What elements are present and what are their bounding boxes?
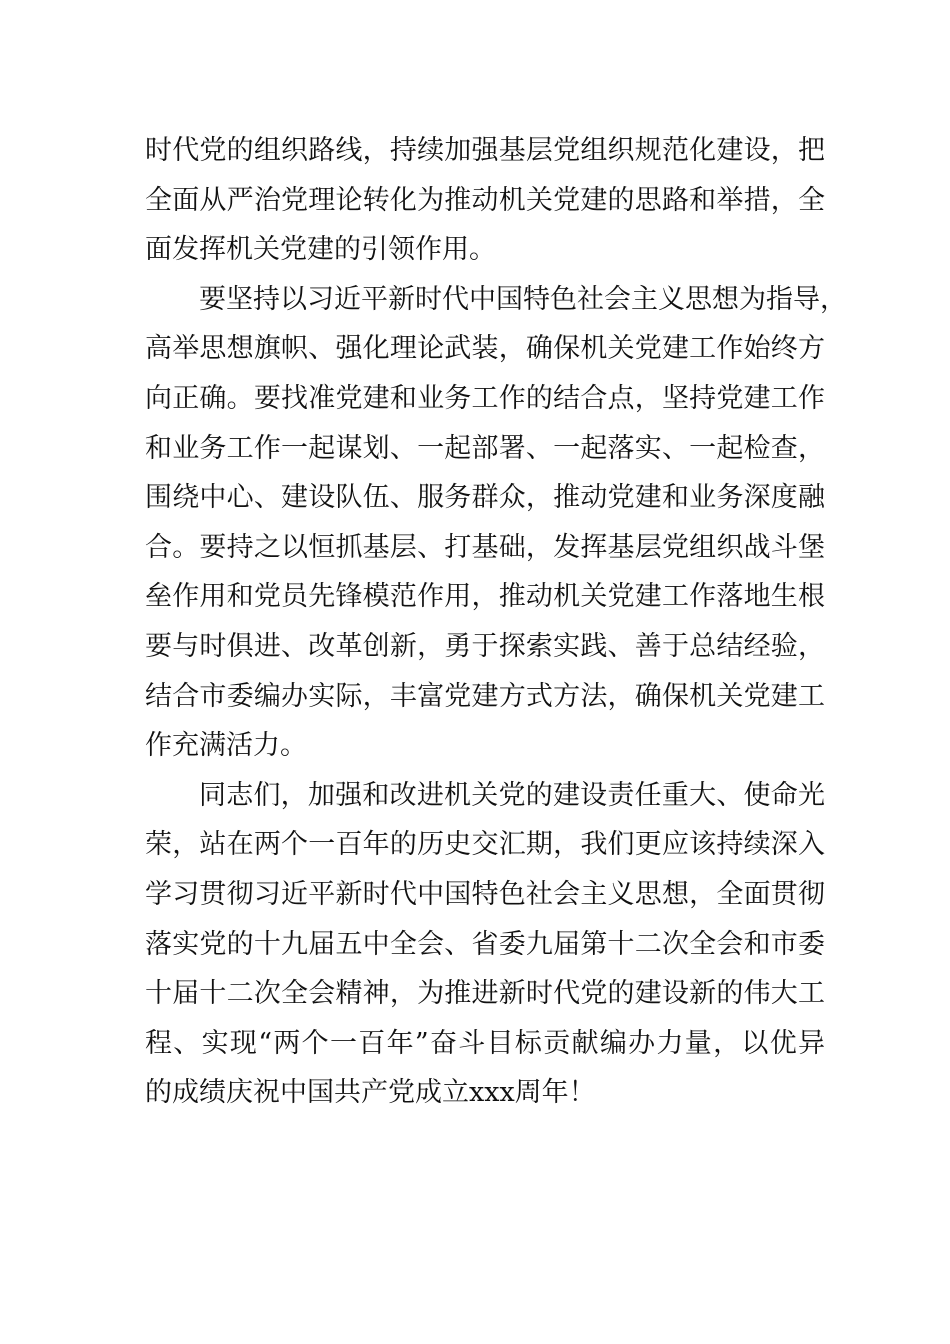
text-line: 十届十二次全会精神，为推进新时代党的建设新的伟大工: [145, 978, 825, 1010]
text-line: 结合市委编办实际，丰富党建方式方法，确保机关党建工: [145, 680, 825, 712]
document-body: [145, 126, 847, 1118]
text-line: 和业务工作一起谋划、一起部署、一起落实、一起检查，: [145, 432, 825, 464]
text-line: 围绕中心、建设队伍、服务群众，推动党建和业务深度融: [145, 482, 825, 514]
text-line: 程、实现“两个一百年”奋斗目标贡献编办力量，以优异: [145, 1027, 825, 1059]
text-line: 面发挥机关党建的引领作用。: [145, 234, 496, 266]
text-line: 作充满活力。: [145, 730, 307, 762]
text-line: 垒作用和党员先锋模范作用，推动机关党建工作落地生根: [145, 581, 825, 613]
text-line: 要与时俱进、改革创新，勇于探索实践、善于总结经验，: [145, 630, 825, 662]
text-line: 高举思想旗帜、强化理论武装，确保机关党建工作始终方: [145, 333, 825, 365]
text-line: 要坚持以习近平新时代中国特色社会主义思想为指导，: [199, 283, 847, 315]
text-line: 落实党的十九届五中全会、省委九届第十二次全会和市委: [145, 928, 825, 960]
text-line: 向正确。要找准党建和业务工作的结合点，坚持党建工作: [145, 382, 825, 414]
text-line: 的成绩庆祝中国共产党成立xxx周年！: [145, 1077, 596, 1109]
text-line: 全面从严治党理论转化为推动机关党建的思路和举措，全: [145, 184, 825, 216]
text-line: 同志们，加强和改进机关党的建设责任重大、使命光: [199, 779, 825, 811]
text-line: 学习贯彻习近平新时代中国特色社会主义思想，全面贯彻: [145, 878, 825, 910]
text-line: 时代党的组织路线，持续加强基层党组织规范化建设，把: [145, 135, 825, 166]
text-line: 合。要持之以恒抓基层、打基础，发挥基层党组织战斗堡: [145, 531, 825, 563]
text-line: 荣，站在两个一百年的历史交汇期，我们更应该持续深入: [145, 829, 825, 861]
